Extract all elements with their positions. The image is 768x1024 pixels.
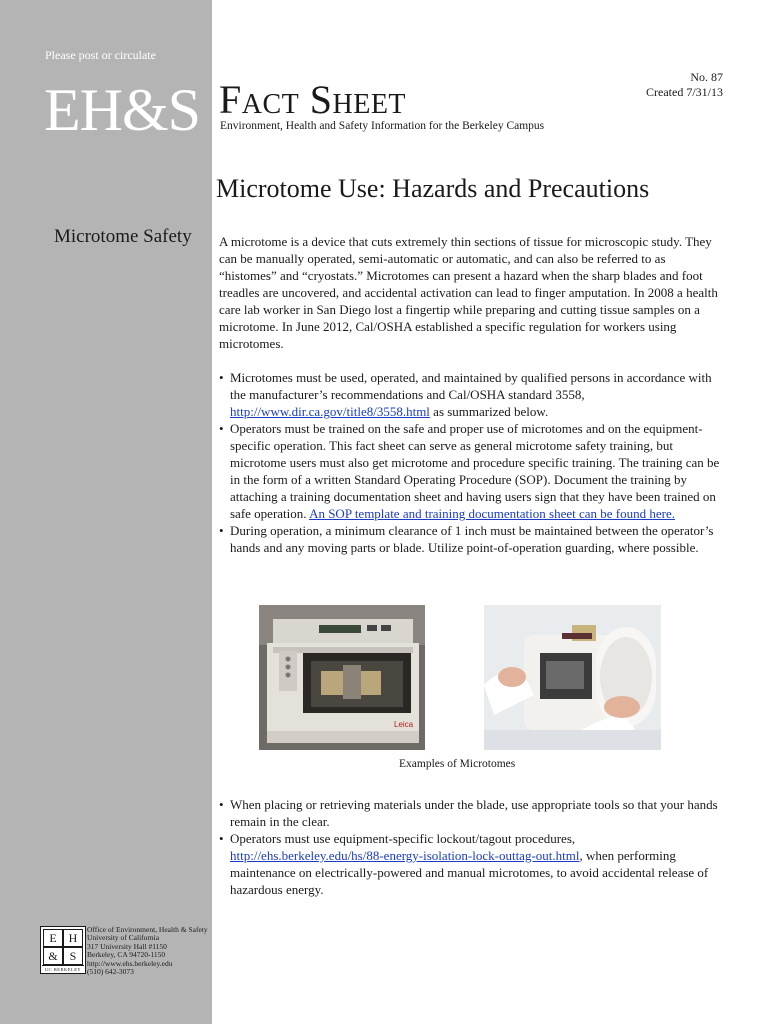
office-address [87,926,208,976]
list-item-text: , when performing maintenance on electrically-powered and manual microtomes, to avoid accidental release of hazardous energy. [230,848,709,897]
precautions-list-1 [219,369,723,556]
office-line: Berkeley, CA 94720-1150 [87,950,166,960]
post-note: Please post or circulate [45,48,156,62]
office-line: Office of Environment, Health & Safety [87,925,208,934]
list-item-text: Operators must be trained on the safe and proper use of microtomes and on the equipment-specific operation. This fact sheet can serve as general microtome safety training, but microtome users must also get microtome and procedure specific training. The training can be in the form of a written Standard Operating Procedure (SOP). Document the training by attaching a training documentation sheet and having users sign that they have been trained on safe operation. [230,421,720,521]
precautions-list-2 [219,796,723,898]
sop-template-link[interactable]: An SOP template and training documentation sheet can be found here. [309,506,676,521]
ehs-logo [40,926,86,974]
list-item-text: Microtomes must be used, operated, and maintained by qualified persons in accordance with the manufacturer’s recommendations and Cal/OSHA standard 3558, [230,370,712,402]
logo-cell-s: S [63,947,83,965]
fact-sheet-title: Fact Sheet [219,77,407,122]
list-item-text: During operation, a minimum clearance of 1 inch must be maintained between the operator’s hands and any moving parts or blade. Utilize point-of-operation guarding, where possible. [230,523,714,555]
ehs-wordmark: EH&S [44,77,201,143]
sidebar [0,0,212,1024]
sheet-number [646,70,723,100]
list-item-text: When placing or retrieving materials under the blade, use appropriate tools so that your hands remain in the clear. [230,797,718,829]
sheet-number-value: No. 87 [690,70,723,84]
logo-cell-h: H [63,929,83,947]
list-item [219,830,723,898]
figure-caption: Examples of Microtomes [399,758,516,770]
intro-paragraph: A microtome is a device that cuts extremely thin sections of tissue for microscopic study. They can be manually operated, semi-automatic or automatic, and can also be referred to as “histomes” and “cryostats.” Microtomes can present a hazard when the sharp blades and foot treadles are uncovered, and accidental activation can lead to finger amputation. In 2008 a health care lab worker in San Diego lost a fingertip while preparing and cutting tissue samples on a microtome. In June 2012, Cal/OSHA established a specific regulation for workers using microtomes. [219,234,718,351]
list-item [219,420,723,522]
logo-cell-amp: & [43,947,63,965]
list-item [219,796,723,830]
created-date: Created 7/31/13 [646,85,723,99]
microtome-photo-1 [259,605,425,750]
list-item [219,522,723,556]
fact-sheet-subtitle: Environment, Health and Safety Information for the Berkeley Campus [220,120,545,132]
microtome-photo-2 [484,605,661,750]
cal-osha-link[interactable]: http://www.dir.ca.gov/title8/3558.html [230,404,430,419]
office-line: University of California [87,933,160,943]
list-item-text: Operators must use equipment-specific lockout/tagout procedures, [230,831,576,846]
logo-foot: UC BERKELEY [42,965,84,973]
office-line: 317 University Hall #1150 [87,941,167,951]
brand-label: Leica [394,720,414,729]
document-title: Microtome Use: Hazards and Precautions [216,174,650,203]
lockout-tagout-link[interactable]: http://ehs.berkeley.edu/hs/88-energy-isolation-lock-outtag-out.html [230,848,580,863]
office-line: http://www.ehs.berkeley.edu [87,958,173,968]
section-title: Microtome Safety [54,226,192,247]
office-line: (510) 642-3073 [87,967,134,977]
list-item-text: as summarized below. [429,404,549,419]
logo-cell-e: E [43,929,63,947]
list-item [219,369,723,420]
